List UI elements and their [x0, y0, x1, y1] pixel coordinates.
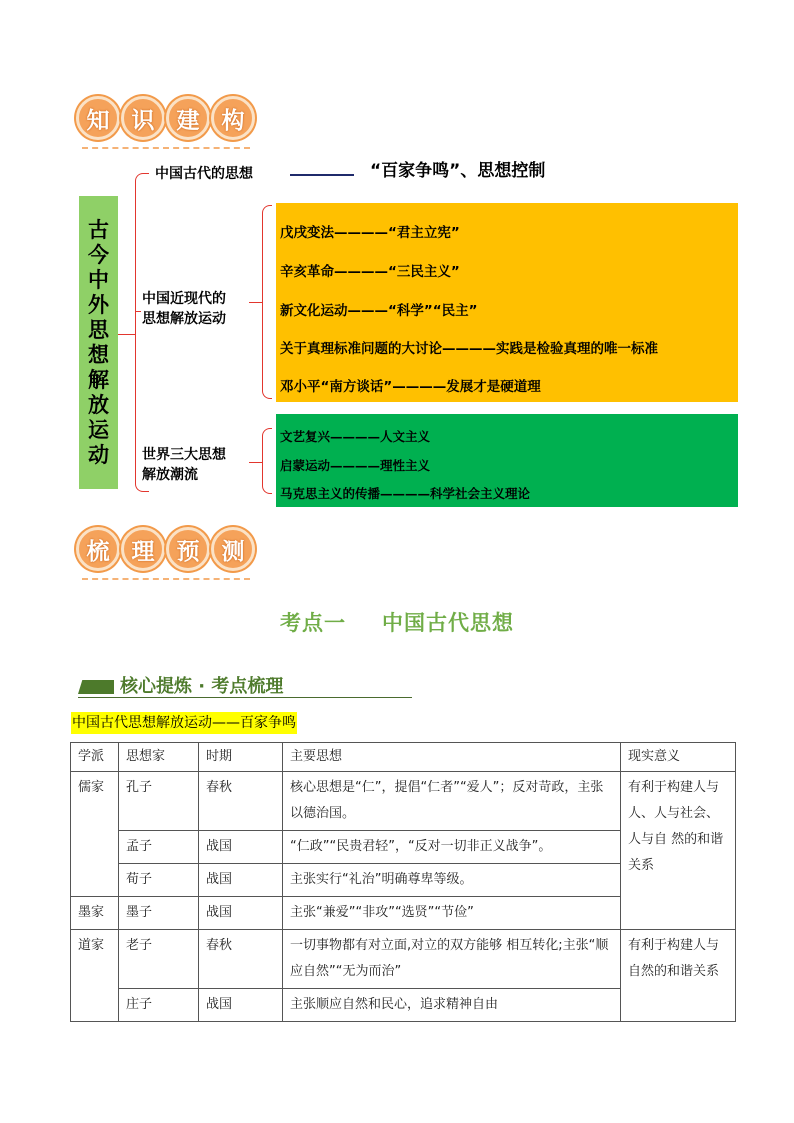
cell-school: 道家 [71, 930, 119, 1022]
cell-period: 战国 [199, 831, 283, 864]
badge-char: 梳 [76, 527, 120, 571]
modern-item: 关于真理标准问题的大讨论————实践是检验真理的唯一标准 [280, 341, 658, 357]
branch-world-line2: 解放潮流 [142, 467, 198, 483]
root-char: 放 [88, 392, 109, 417]
header-significance: 现实意义 [621, 743, 736, 772]
cell-period: 战国 [199, 989, 283, 1022]
world-item: 启蒙运动————理性主义 [280, 458, 431, 473]
branch-world [142, 445, 226, 485]
branch-world-line1: 世界三大思想 [142, 447, 226, 463]
badge-underline [82, 147, 250, 149]
badge-char: 预 [166, 527, 210, 571]
cell-thinker: 孔子 [119, 772, 199, 831]
kaodian-heading [0, 607, 794, 637]
world-sub-connector [249, 462, 263, 463]
root-char: 动 [88, 442, 109, 467]
core-heading [78, 674, 412, 698]
world-item: 马克思主义的传播————科学社会主义理论 [280, 486, 531, 501]
branch-ancient-detail: “百家争鸣”、思想控制 [370, 161, 546, 181]
cell-idea: 核心思想是“仁”，提倡“仁者”“爱人”；反对苛政，主张以德治国。 [283, 772, 621, 831]
branch-ancient: 中国古代的思想 [155, 166, 253, 182]
badge-char: 识 [121, 96, 165, 140]
cell-school: 墨家 [71, 897, 119, 930]
cell-period: 春秋 [199, 772, 283, 831]
modern-sub-connector [249, 302, 263, 303]
cell-period: 战国 [199, 897, 283, 930]
ancient-line [290, 174, 354, 176]
cell-idea: 主张实行“礼治”明确尊卑等级。 [283, 864, 621, 897]
modern-items-box [276, 203, 738, 402]
table-row [71, 930, 736, 989]
badge-char: 建 [166, 96, 210, 140]
modern-item: 戊戌变法————“君主立宪” [280, 225, 460, 241]
root-char: 思 [88, 317, 109, 342]
cell-idea: 一切事物都有对立面,对立的双方能够 相互转化;主张“顺应自然”“无为而治” [283, 930, 621, 989]
section-badge-review [76, 527, 256, 571]
kaodian-title: 中国古代思想 [382, 611, 514, 635]
cell-idea: 主张顺应自然和民心，追求精神自由 [283, 989, 621, 1022]
badge-char: 构 [211, 96, 255, 140]
badge-char: 知 [76, 96, 120, 140]
header-idea: 主要思想 [283, 743, 621, 772]
modern-item: 邓小平“南方谈话”————发展才是硬道理 [280, 379, 541, 395]
modern-bracket [262, 205, 272, 399]
branch-modern-line2: 思想解放运动 [142, 311, 226, 327]
world-items-box [276, 414, 738, 507]
cell-significance: 有利于构建人与人、人与社会、人与自 然的和谐关系 [621, 772, 736, 930]
cell-thinker: 墨子 [119, 897, 199, 930]
cell-thinker: 庄子 [119, 989, 199, 1022]
schools-table [70, 742, 736, 1022]
cell-thinker: 荀子 [119, 864, 199, 897]
root-connector [118, 334, 136, 335]
cell-period: 战国 [199, 864, 283, 897]
modern-item: 新文化运动———“科学”“民主” [280, 303, 478, 319]
cell-idea: “仁政”“民贵君轻”，“反对一切非正义战争”。 [283, 831, 621, 864]
cell-idea: 主张“兼爱”“非攻”“选贤”“节俭” [283, 897, 621, 930]
badge-underline [82, 578, 250, 580]
header-thinker: 思想家 [119, 743, 199, 772]
table-header-row [71, 743, 736, 772]
root-char: 运 [88, 417, 109, 442]
table-row [71, 772, 736, 831]
root-char: 古 [88, 217, 109, 242]
section-badge-knowledge [76, 96, 256, 140]
root-char: 外 [88, 292, 109, 317]
cell-significance: 有利于构建人与自然的和谐关系 [621, 930, 736, 1022]
cell-school: 儒家 [71, 772, 119, 897]
world-item: 文艺复兴————人文主义 [280, 429, 431, 444]
mindmap-root [79, 196, 118, 489]
modern-item: 辛亥革命————“三民主义” [280, 264, 460, 280]
core-heading-text: 核心提炼 · 考点梳理 [120, 676, 284, 697]
core-heading-tag-icon [78, 680, 114, 694]
root-char: 中 [88, 267, 109, 292]
branch-modern [142, 289, 226, 329]
cell-period: 春秋 [199, 930, 283, 989]
badge-char: 测 [211, 527, 255, 571]
world-bracket [262, 428, 272, 494]
header-period: 时期 [199, 743, 283, 772]
modern-connector [135, 311, 141, 312]
cell-thinker: 孟子 [119, 831, 199, 864]
cell-thinker: 老子 [119, 930, 199, 989]
root-char: 今 [88, 242, 109, 267]
header-school: 学派 [71, 743, 119, 772]
badge-char: 理 [121, 527, 165, 571]
kaodian-number: 考点一 [280, 611, 346, 635]
root-char: 想 [88, 342, 109, 367]
root-char: 解 [88, 367, 109, 392]
branch-modern-line1: 中国近现代的 [142, 291, 226, 307]
table-caption: 中国古代思想解放运动——百家争鸣 [71, 712, 297, 734]
